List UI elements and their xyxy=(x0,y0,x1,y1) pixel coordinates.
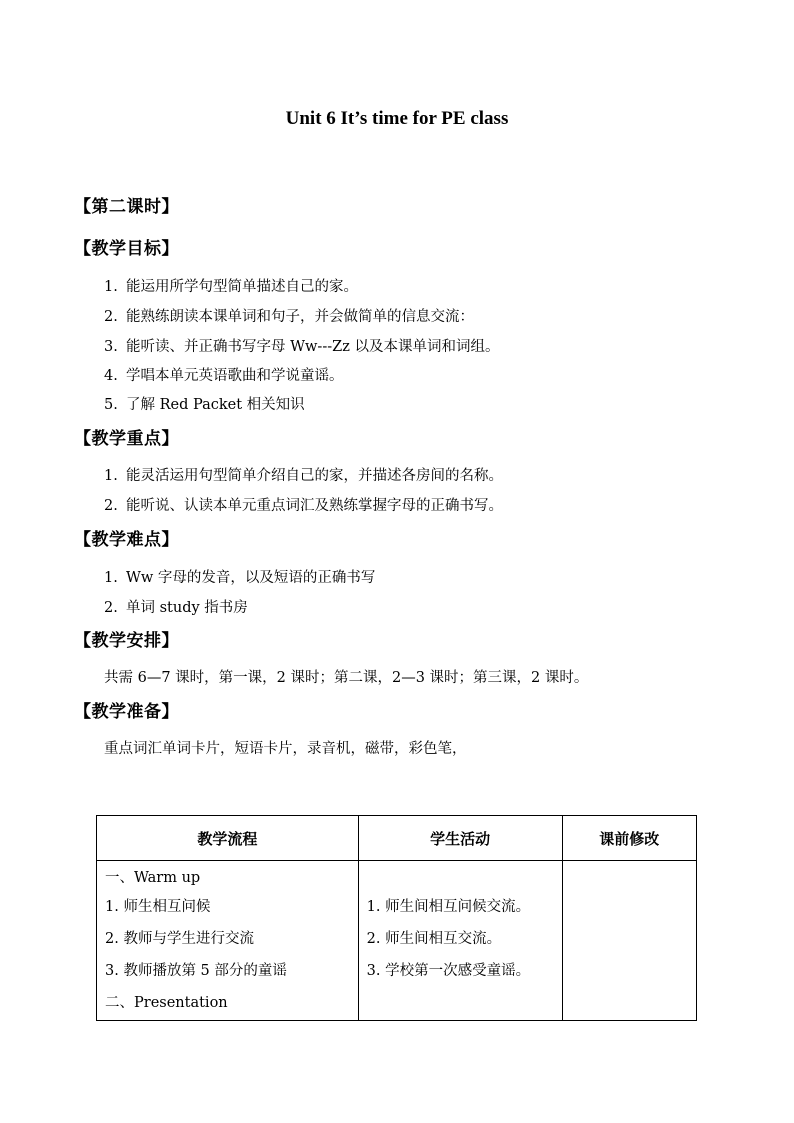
header-student-activities: 学生活动 xyxy=(358,816,562,861)
item-number: 1. xyxy=(104,279,118,295)
item-text: 学唱本单元英语歌曲和学说童谣。 xyxy=(126,368,344,384)
objective-item xyxy=(104,393,305,414)
document-title: Unit 6 It’s time for PE class xyxy=(285,108,509,129)
item-text: 能熟练朗读本课单词和句子，并会做简单的信息交流： xyxy=(126,309,474,325)
activity-line: 1. 师生间相互问候交流。 xyxy=(366,899,531,915)
item-number: 5. xyxy=(104,397,118,413)
preparation-heading: 【教学准备】 xyxy=(74,702,179,722)
item-text: 单词 study 指书房 xyxy=(126,600,248,616)
objective-item xyxy=(104,364,344,385)
student-activities-cell xyxy=(358,861,562,1021)
objective-item xyxy=(104,275,358,296)
process-line: 2. 教师与学生进行交流 xyxy=(105,931,254,947)
activity-line: 2. 师生间相互交流。 xyxy=(366,931,502,947)
teaching-process-cell xyxy=(97,861,359,1021)
difficulties-heading: 【教学难点】 xyxy=(74,530,179,550)
lesson-period-heading: 【第二课时】 xyxy=(74,197,179,217)
item-text: 能听读、并正确书写字母 Ww---Zz 以及本课单词和词组。 xyxy=(126,339,500,355)
item-number: 1. xyxy=(104,468,118,484)
item-number: 2. xyxy=(104,498,118,514)
header-teaching-process: 教学流程 xyxy=(97,816,359,861)
objective-item xyxy=(104,335,499,356)
item-number: 2. xyxy=(104,600,118,616)
objectives-heading: 【教学目标】 xyxy=(74,239,179,259)
item-text: 能听说、认读本单元重点词汇及熟练掌握字母的正确书写。 xyxy=(126,498,503,514)
table-header-row xyxy=(97,816,697,861)
process-line: 二、Presentation xyxy=(105,995,228,1011)
pre-class-revision-cell xyxy=(562,861,696,1021)
item-number: 3. xyxy=(104,339,118,355)
key-point-item xyxy=(104,464,503,485)
item-number: 2. xyxy=(104,309,118,325)
table-row xyxy=(97,861,697,1021)
item-number: 1. xyxy=(104,570,118,586)
key-point-item xyxy=(104,494,503,515)
item-text: 能灵活运用句型简单介绍自己的家，并描述各房间的名称。 xyxy=(126,468,503,484)
process-line: 3. 教师播放第 5 部分的童谣 xyxy=(105,963,287,979)
key-points-heading: 【教学重点】 xyxy=(74,429,179,449)
item-text: 能运用所学句型简单描述自己的家。 xyxy=(126,279,358,295)
schedule-heading: 【教学安排】 xyxy=(74,631,179,651)
objective-item xyxy=(104,305,474,326)
difficulty-item xyxy=(104,596,248,617)
header-pre-class-revision: 课前修改 xyxy=(562,816,696,861)
schedule-text: 共需 6—7 课时，第一课，2 课时；第二课，2—3 课时；第三课，2 课时。 xyxy=(104,670,589,686)
item-number: 4. xyxy=(104,368,118,384)
difficulty-item xyxy=(104,566,375,587)
item-text: Ww 字母的发音，以及短语的正确书写 xyxy=(126,570,376,586)
item-text: 了解 Red Packet 相关知识 xyxy=(126,397,305,413)
activity-line: 3. 学校第一次感受童谣。 xyxy=(366,963,531,979)
lesson-plan-table xyxy=(96,815,697,1021)
preparation-text: 重点词汇单词卡片，短语卡片，录音机，磁带，彩色笔， xyxy=(104,741,467,757)
process-line: 一、Warm up xyxy=(105,870,201,886)
process-line: 1. 师生相互问候 xyxy=(105,899,211,915)
